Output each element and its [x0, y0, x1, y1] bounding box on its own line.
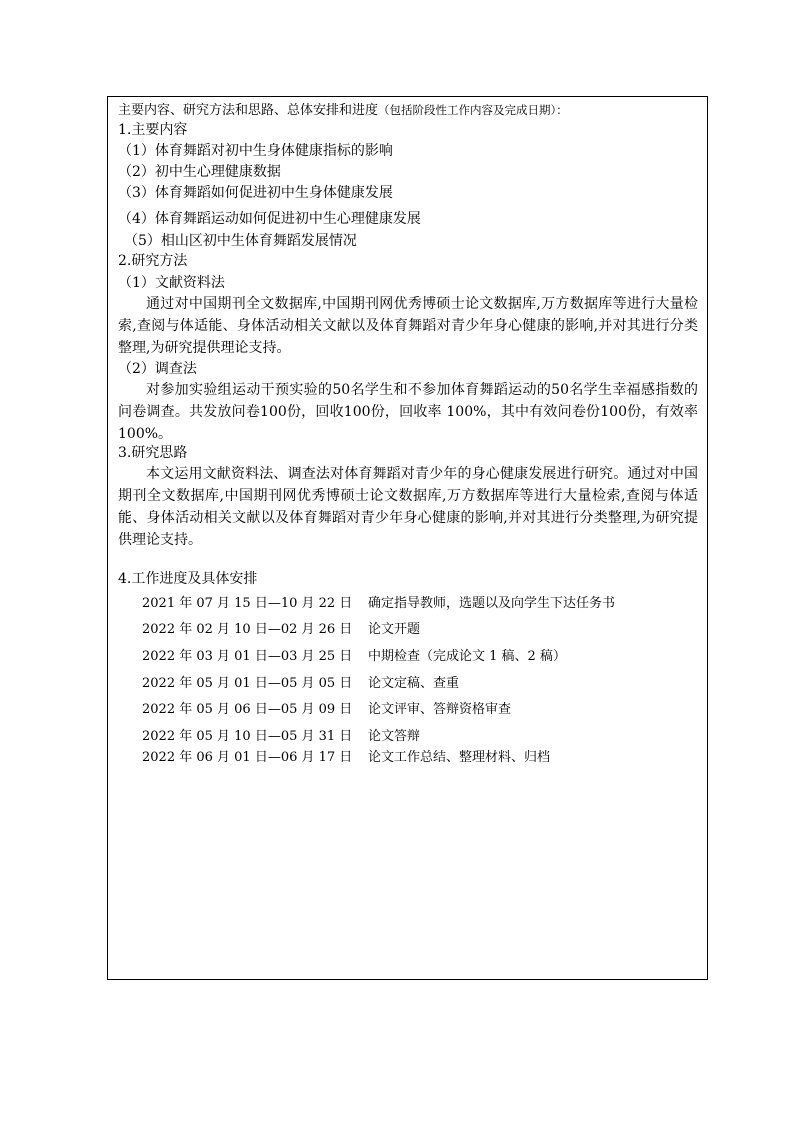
schedule-row	[142, 728, 420, 746]
schedule-date: 2021 年 07 月 15 日—10 月 22 日	[142, 596, 353, 611]
research-approach-paragraph: 本文运用文献资料法、调查法对体育舞蹈对青少年的身心健康发展进行研究。通过对中国期刊全文数据库,中国期刊网优秀博硕士论文数据库,万方数据库等进行大量检索,查阅与体适能、身体活动相关文献以及体育舞蹈对青少年身心健康的影响,并对其进行分类整理,为研究提供理论支持。	[118, 466, 698, 548]
schedule-task: 论文定稿、查重	[368, 676, 460, 691]
document-table-cell	[107, 96, 708, 980]
schedule-date: 2022 年 05 月 06 日—05 月 09 日	[142, 702, 353, 717]
schedule-date: 2022 年 06 月 01 日—06 月 17 日	[142, 750, 353, 765]
schedule-task: 论文评审、答辩资格审查	[368, 702, 512, 717]
heading-text: 主要内容、研究方法和思路、总体安排和进度	[118, 103, 379, 118]
schedule-date: 2022 年 02 月 10 日—02 月 26 日	[142, 622, 353, 637]
method-1-paragraph: 通过对中国期刊全文数据库,中国期刊网优秀博硕士论文数据库,万方数据库等进行大量检索,查阅与体适能、身体活动相关文献以及体育舞蹈对青少年身心健康的影响,并对其进行分类整理,为研究提供理论支持。	[118, 296, 698, 356]
schedule-row	[142, 749, 550, 767]
schedule-row	[142, 621, 420, 639]
content-item-4: （4）体育舞蹈运动如何促进初中生心理健康发展	[118, 211, 421, 227]
schedule-date: 2022 年 03 月 01 日—03 月 25 日	[142, 649, 353, 664]
schedule-date: 2022 年 05 月 01 日—05 月 05 日	[142, 676, 353, 691]
schedule-row	[142, 675, 459, 693]
content-item-1: （1）体育舞蹈对初中生身体健康指标的影响	[118, 143, 393, 159]
main-content-title: 1.主要内容	[118, 122, 188, 138]
content-item-3: （3）体育舞蹈如何促进初中生身体健康发展	[118, 185, 393, 201]
schedule-task: 论文答辩	[368, 729, 421, 744]
heading-note: （包括阶段性工作内容及完成日期）：	[378, 103, 568, 117]
content-item-2: （2）初中生心理健康数据	[118, 164, 281, 180]
schedule-date: 2022 年 05 月 10 日—05 月 31 日	[142, 729, 353, 744]
section-heading	[118, 100, 568, 121]
schedule-task: 论文开题	[368, 622, 421, 637]
schedule-row	[142, 595, 615, 613]
research-approach-title: 3.研究思路	[118, 445, 188, 461]
research-methods-title: 2.研究方法	[118, 253, 188, 269]
content-item-5: （5）相山区初中生体育舞蹈发展情况	[124, 233, 357, 249]
schedule-row	[142, 701, 511, 719]
schedule-task: 中期检查（完成论文 1 稿、2 稿）	[368, 649, 566, 664]
method-1-title: （1）文献资料法	[118, 275, 225, 291]
schedule-task: 确定指导教师，选题以及向学生下达任务书	[368, 596, 616, 611]
schedule-row	[142, 648, 566, 666]
schedule-task: 论文工作总结、整理材料、归档	[368, 750, 551, 765]
method-2-paragraph: 对参加实验组运动干预实验的50名学生和不参加体育舞蹈运动的50名学生幸福感指数的问卷调查。共发放问卷100份，回收100份，回收率 100%，其中有效问卷份100份，有效率100%。	[118, 382, 698, 442]
schedule-title: 4.工作进度及具体安排	[118, 571, 258, 587]
method-2-title: （2）调查法	[118, 361, 197, 377]
